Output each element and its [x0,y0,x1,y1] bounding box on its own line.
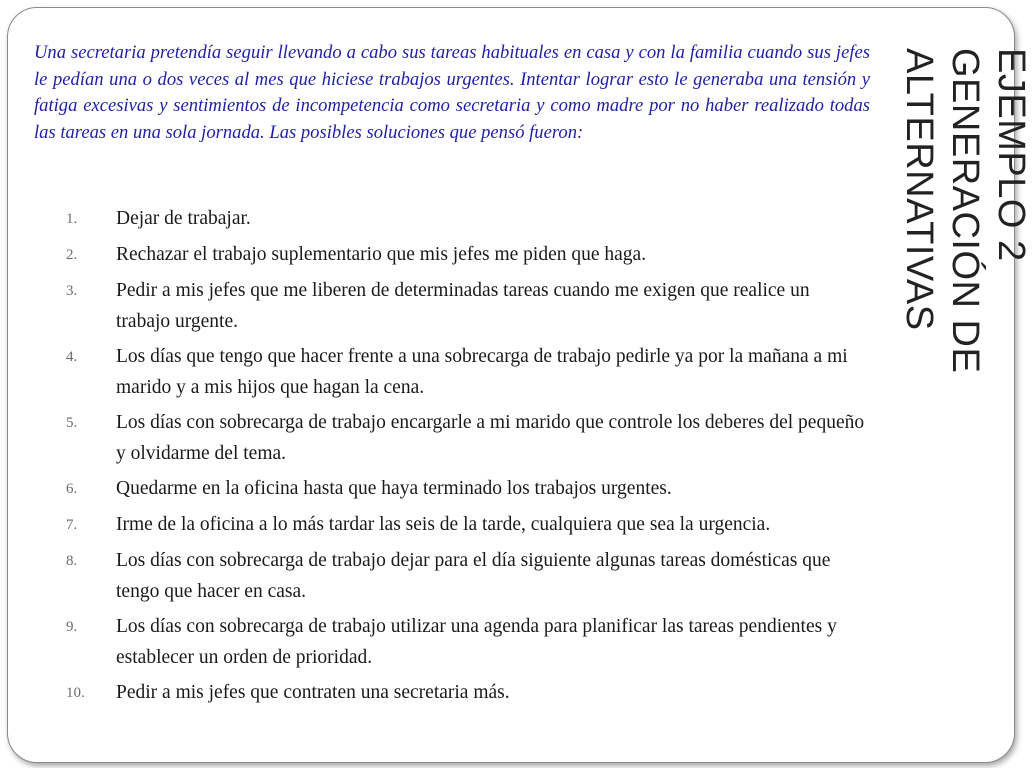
list-item-text: Los días con sobrecarga de trabajo encargarle a mi marido que controle los deberes del pequeño y olvidarme del tema. [116,412,865,464]
list-item-number: 6. [66,481,78,497]
list-item [66,473,866,505]
list-item-number: 7. [66,517,78,533]
list-item [66,407,866,469]
list-item-number: 5. [66,415,78,431]
list-item-text: Irme de la oficina a lo más tardar las seis de la tarde, cualquiera que sea la urgencia. [116,514,771,535]
intro-paragraph: Una secretaria pretendía seguir llevando a cabo sus tareas habituales en casa y con la familia cuando sus jefes le pedían una o dos veces al mes que hiciese trabajos urgentes. Intentar lograr esto le generaba una tensión y fatiga excesivas y sentimientos de incompetencia como secretaria y como madre por no haber realizado todas las tareas en una sola jornada. Las posibles soluciones que pensó fueron: [34,42,870,143]
slide-title-line-1: EJEMPLO 2 [990,48,1032,262]
list-item [66,341,866,403]
list-item [66,275,866,337]
list-item [66,509,866,541]
list-item-text: Pedir a mis jefes que contraten una secretaria más. [116,682,510,703]
list-item [66,545,866,607]
list-item-text: Rechazar el trabajo suplementario que mis jefes me piden que haga. [116,244,647,265]
list-item [66,611,866,673]
list-item-text: Los días que tengo que hacer frente a una sobrecarga de trabajo pedirle ya por la mañana a mi marido y a mis hijos que hagan la cena. [116,346,848,398]
list-item-number: 8. [66,553,78,569]
slide-title-line-2: GENERACIÓN DE ALTERNATIVAS [898,48,986,374]
list-item [66,203,866,235]
list-item-text: Los días con sobrecarga de trabajo utilizar una agenda para planificar las tareas pendientes y establecer un orden de prioridad. [116,616,837,668]
list-item [66,677,866,709]
slide-frame [7,7,1032,763]
list-item-text: Los días con sobrecarga de trabajo dejar para el día siguiente algunas tareas domésticas que tengo que hacer en casa. [116,550,831,602]
list-item-text: Dejar de trabajar. [116,208,251,229]
list-item-number: 4. [66,349,78,365]
list-item-number: 9. [66,619,78,635]
list-item-number: 2. [66,247,78,263]
list-item-text: Pedir a mis jefes que me liberen de determinadas tareas cuando me exigen que realice un trabajo urgente. [116,280,810,332]
list-item-number: 10. [66,685,85,701]
list-item-number: 1. [66,211,78,227]
list-item-number: 3. [66,283,78,299]
alternatives-list [66,203,866,713]
list-item [66,239,866,271]
list-item-text: Quedarme en la oficina hasta que haya terminado los trabajos urgentes. [116,478,672,499]
slide-title [896,48,1034,648]
